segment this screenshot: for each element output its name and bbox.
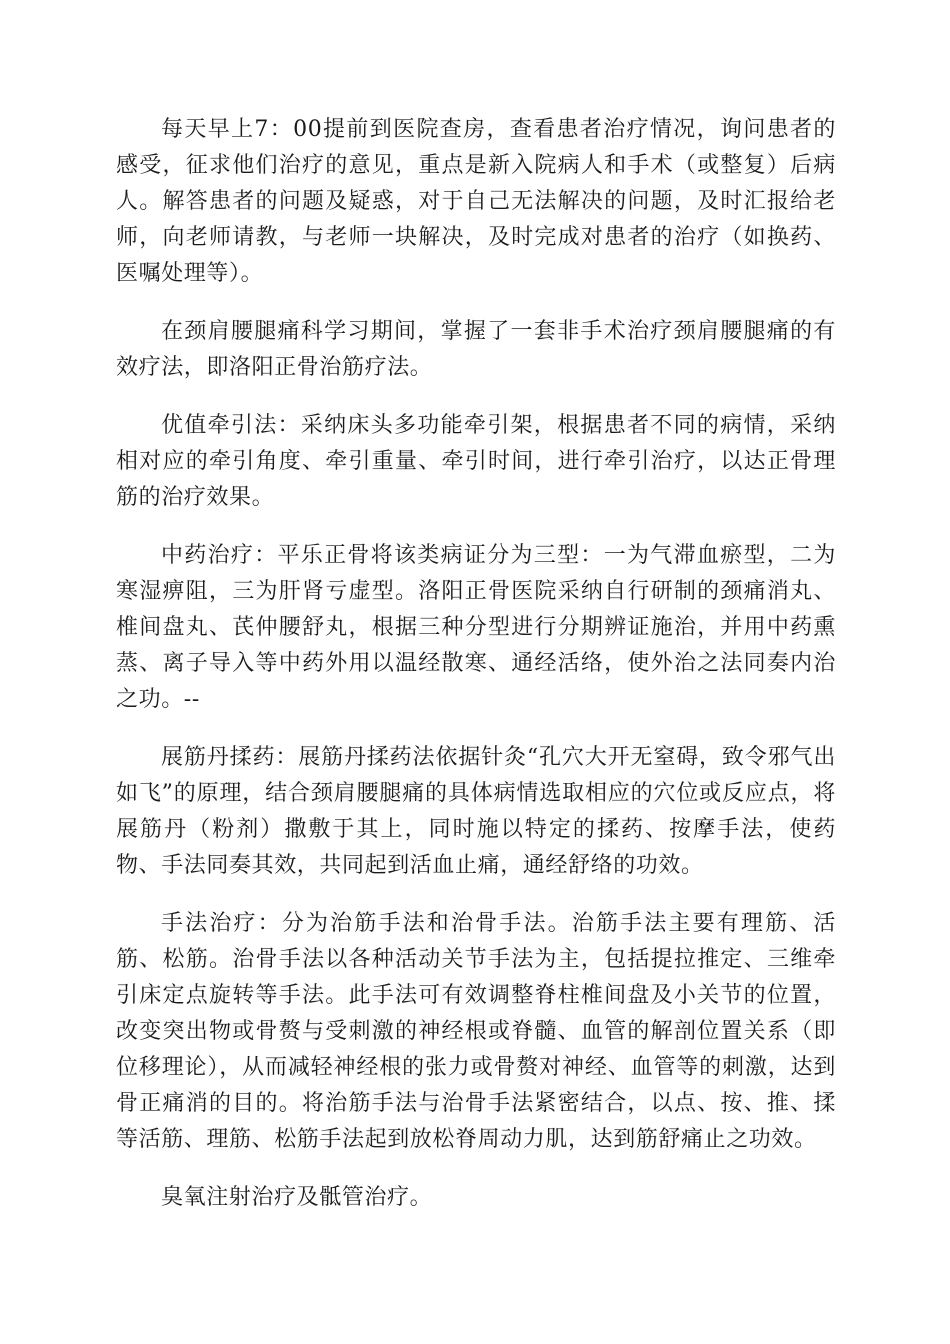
paragraph-ward-rounds: 每天早上7：00提前到医院查房，查看患者治疗情况，询问患者的感受，征求他们治疗的意见，重点是新入院病人和手术（或整复）后病人。解答患者的问题及疑惑，对于自己无法解决的问题，及时汇报给老师，向老师请教，与老师一块解决，及时完成对患者的治疗（如换药、医嘱处理等）。 [116,117,836,286]
paragraph-study-overview: 在颈肩腰腿痛科学习期间，掌握了一套非手术治疗颈肩腰腿痛的有效疗法，即洛阳正骨治筋疗法。 [116,319,836,380]
document-body [116,112,836,1238]
paragraph-manual-therapy: 手法治疗：分为治筋手法和治骨手法。治筋手法主要有理筋、活筋、松筋。治骨手法以各种活动关节手法为主，包括提拉推定、三维牵引床定点旋转等手法。此手法可有效调整脊柱椎间盘及小关节的位置，改变突出物或骨赘与受刺激的神经根或脊髓、血管的解剖位置关系（即位移理论），从而减轻神经根的张力或骨赘对神经、血管等的刺激，达到骨正痛消的目的。将治筋手法与治骨手法紧密结合，以点、按、推、揉等活筋、理筋、松筋手法起到放松脊周动力肌，达到筋舒痛止之功效。 [116,911,836,1152]
paragraph-ozone-injection: 臭氧注射治疗及骶管治疗。 [161,1185,433,1210]
paragraph-herbal-treatment: 中药治疗：平乐正骨将该类病证分为三型：一为气滞血瘀型，二为寒湿痹阻，三为肝肾亏虚型。洛阳正骨医院采纳自行研制的颈痛消丸、椎间盘丸、芪仲腰舒丸，根据三种分型进行分期辨证施治，并用中药熏蒸、离子导入等中药外用以温经散寒、通经活络，使外治之法同奏内治之功。-- [116,543,836,712]
paragraph-zhanjindan-massage: 展筋丹揉药：展筋丹揉药法依据针灸“孔穴大开无窒碍，致令邪气出如飞”的原理，结合颈肩腰腿痛的具体病情选取相应的穴位或反应点，将展筋丹（粉剂）撒敷于其上，同时施以特定的揉药、按摩手法，使药物、手法同奏其效，共同起到活血止痛，通经舒络的功效。 [116,745,836,878]
paragraph-traction-method: 优值牵引法：采纳床头多功能牵引架，根据患者不同的病情，采纳相对应的牵引角度、牵引重量、牵引时间，进行牵引治疗，以达正骨理筋的治疗效果。 [116,413,836,510]
